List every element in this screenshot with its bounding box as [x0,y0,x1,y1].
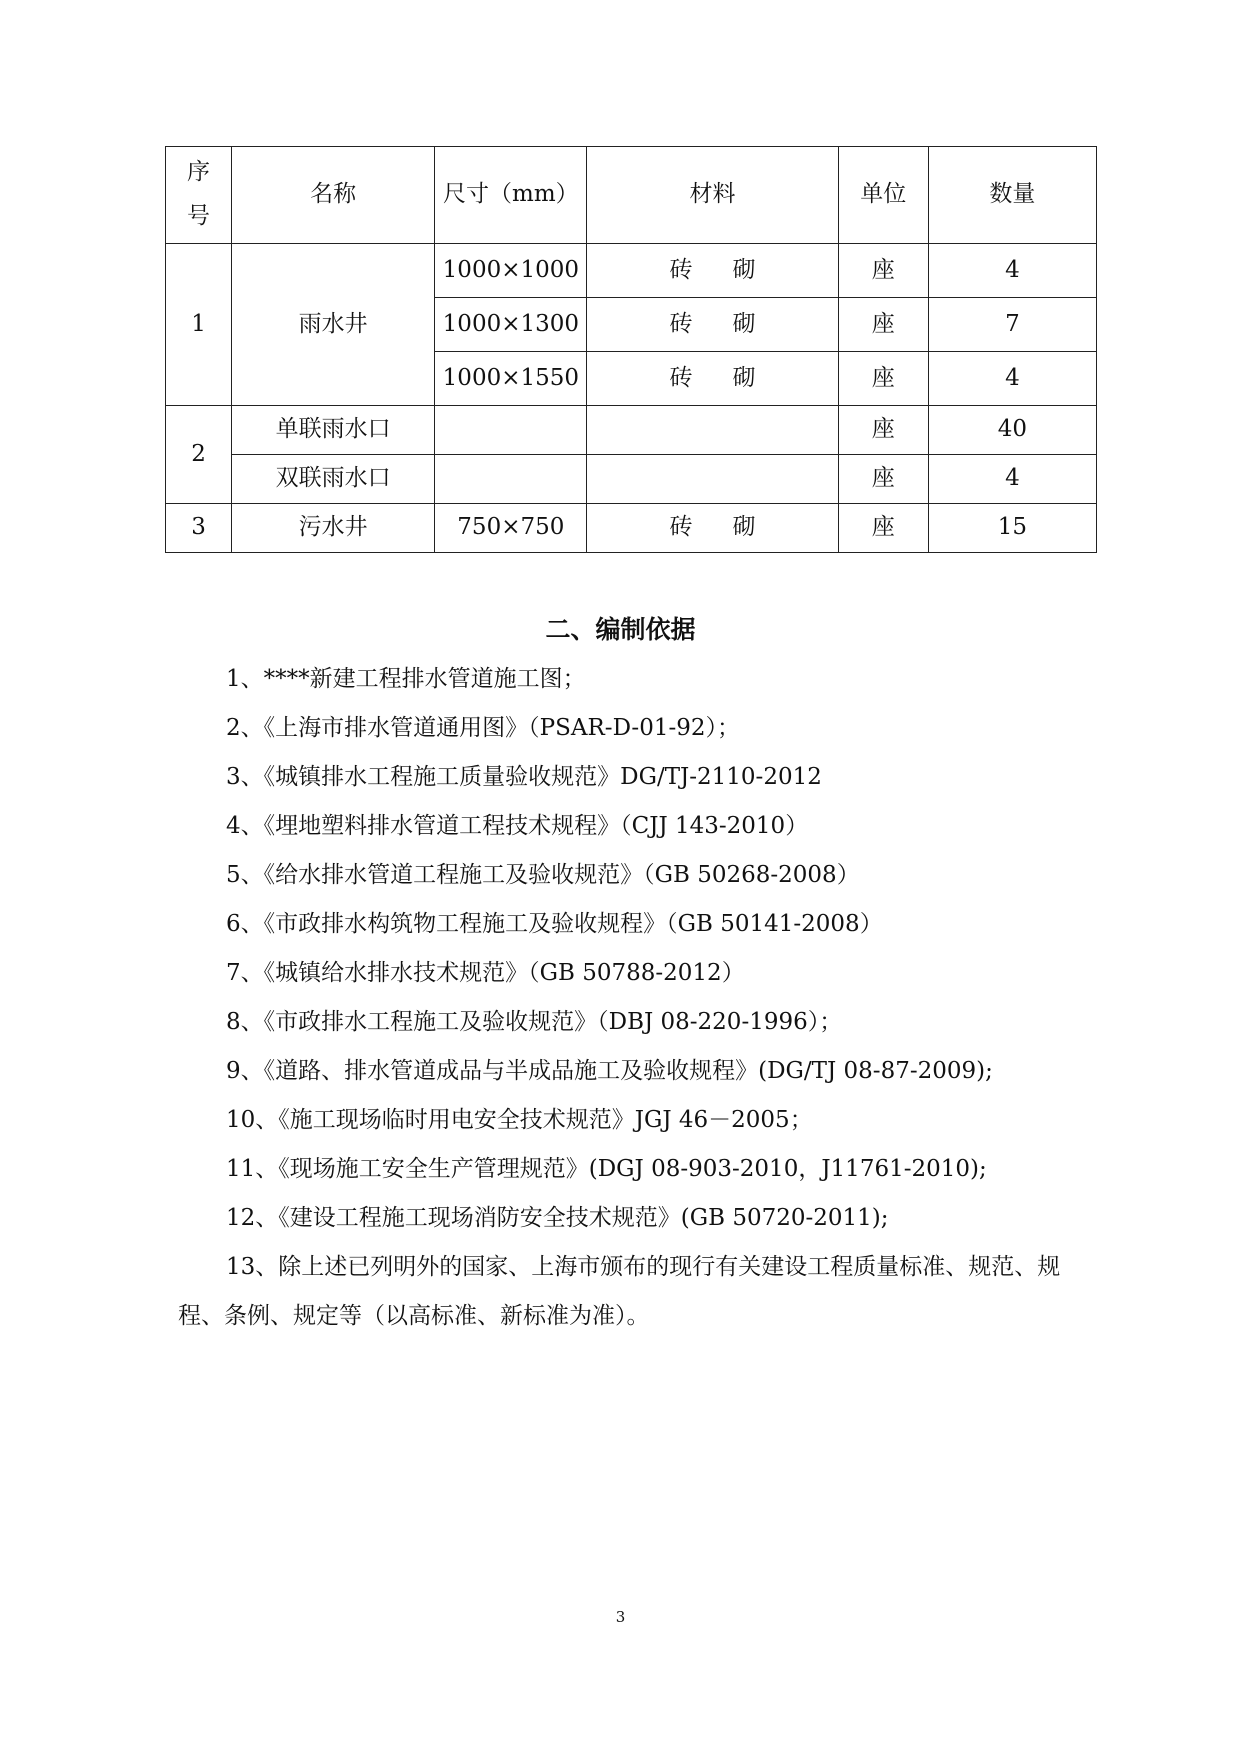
cell-quantity: 7 [928,298,1096,352]
cell-quantity: 40 [928,406,1096,455]
cell-unit: 座 [838,455,928,504]
cell-size: 1000×1550 [435,352,587,406]
reference-item: 11、《现场施工安全生产管理规范》(DGJ 08-903-2010，J11761-2010); [226,1156,987,1182]
reference-item: 8、《市政排水工程施工及验收规范》（DBJ 08-220-1996）； [226,1009,843,1035]
reference-item: 2、《上海市排水管道通用图》（PSAR-D-01-92）； [226,715,741,741]
cell-material [587,298,838,352]
materials-table [165,146,1097,553]
cell-unit: 座 [838,406,928,455]
header-unit: 单位 [838,147,928,244]
cell-name: 单联雨水口 [232,406,435,455]
cell-size: 1000×1000 [435,244,587,298]
header-no-line1: 序 [187,159,211,186]
section-title: 二、编制依据 [545,615,696,644]
header-no-line2: 号 [187,203,211,229]
cell-name: 雨水井 [232,244,435,406]
reference-list [178,655,1098,1341]
cell-material [587,455,838,504]
cell-unit: 座 [838,352,928,406]
header-quantity: 数量 [928,147,1096,244]
cell-size [435,406,587,455]
cell-no: 3 [166,504,232,553]
header-name: 名称 [232,147,435,244]
reference-item: 12、《建设工程施工现场消防安全技术规范》(GB 50720-2011); [226,1205,889,1231]
table-row [166,244,1097,298]
cell-material [587,352,838,406]
header-size: 尺寸（mm） [435,147,587,244]
cell-unit: 座 [838,504,928,553]
cell-name: 污水井 [232,504,435,553]
cell-quantity: 4 [928,352,1096,406]
cell-quantity: 4 [928,244,1096,298]
material-text: 砖砌 [669,310,796,337]
reference-item: 7、《城镇给水排水技术规范》（GB 50788-2012） [226,960,745,986]
reference-item: 10、《施工现场临时用电安全技术规范》JGJ 46－2005； [226,1107,813,1133]
reference-item: 13、除上述已列明外的国家、上海市颁布的现行有关建设工程质量标准、规范、规程、条例、规定等（以高标准、新标准为准）。 [178,1254,1061,1329]
cell-name: 双联雨水口 [232,455,435,504]
cell-no: 1 [166,244,232,406]
reference-item: 6、《市政排水构筑物工程施工及验收规程》（GB 50141-2008） [226,911,883,937]
table-header-row [166,147,1097,244]
cell-material [587,244,838,298]
table-row [166,406,1097,455]
material-text: 砖砌 [669,514,796,541]
cell-material [587,504,838,553]
header-material: 材料 [587,147,838,244]
material-text: 砖砌 [669,256,796,283]
cell-material [587,406,838,455]
cell-quantity: 4 [928,455,1096,504]
cell-size: 1000×1300 [435,298,587,352]
cell-no: 2 [166,406,232,504]
cell-quantity: 15 [928,504,1096,553]
cell-size: 750×750 [435,504,587,553]
cell-size [435,455,587,504]
cell-unit: 座 [838,244,928,298]
cell-unit: 座 [838,298,928,352]
material-text: 砖砌 [669,364,796,391]
table-row [166,504,1097,553]
reference-item: 9、《道路、排水管道成品与半成品施工及验收规程》(DG/TJ 08-87-2009); [226,1058,993,1084]
reference-item: 4、《埋地塑料排水管道工程技术规程》（CJJ 143-2010） [226,813,809,839]
header-no [166,147,232,244]
page-number: 3 [615,1608,626,1626]
reference-item: 3、《城镇排水工程施工质量验收规范》DG/TJ-2110-2012 [226,764,822,790]
table-row [166,455,1097,504]
reference-item: 5、《给水排水管道工程施工及验收规范》（GB 50268-2008） [226,862,860,888]
reference-item: 1、****新建工程排水管道施工图； [226,666,586,692]
